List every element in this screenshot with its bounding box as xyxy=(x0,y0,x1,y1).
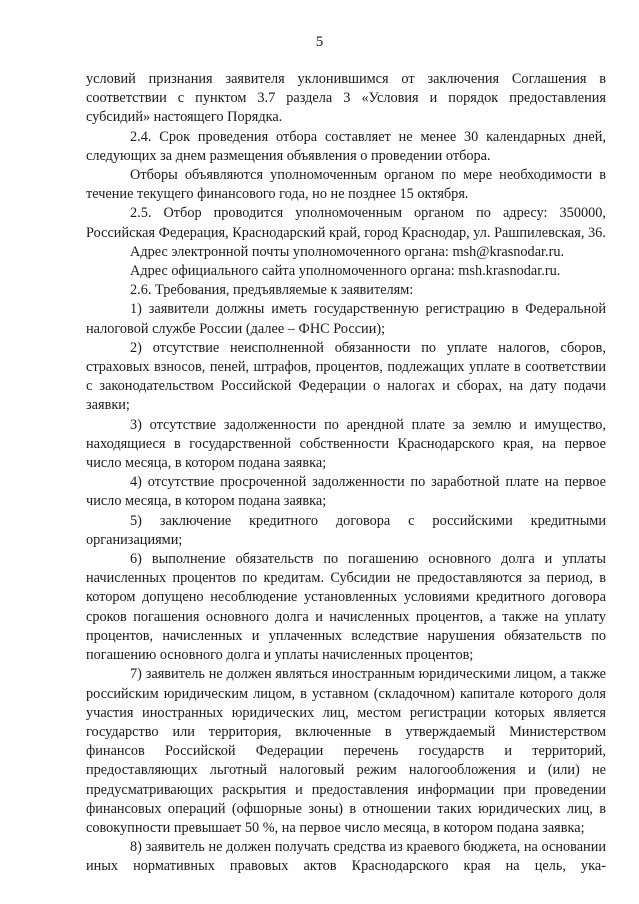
paragraph: 5) заключение кредитного договора с российскими кредитными организациями; xyxy=(86,512,606,548)
paragraph: Адрес электронной почты уполномоченного органа: msh@krasnodar.ru. xyxy=(130,243,565,260)
paragraph: 3) отсутствие задолженности по арендной плате за землю и имущество, находящиеся в государственной собственности Краснодарского края, на первое число месяца, в котором подана заявка; xyxy=(86,416,606,472)
paragraph: 4) отсутствие просроченной задолженности по заработной плате на первое число месяца, в котором подана заявка; xyxy=(86,474,606,510)
page-number: 5 xyxy=(315,34,324,50)
paragraph: Отборы объявляются уполномоченным органом по мере необходимости в течение текущего финансового года, но не позднее 15 октября. xyxy=(86,167,606,203)
paragraph: условий признания заявителя уклонившимся от заключения Соглашения в соответствии с пунктом 3.7 раздела 3 «Условия и порядок предоставления субсидий» настоящего Порядка. xyxy=(86,71,606,126)
paragraph: Адрес официального сайта уполномоченного органа: msh.krasnodar.ru. xyxy=(130,263,561,280)
document-body xyxy=(86,70,606,877)
paragraph: 7) заявитель не должен являться иностранным юридическими лицом, а также российским юридическим лицом, в уставном (складочном) капитале которого доля участия иностранных юридических лиц, местом регистрации которых является государство или территория, включенные в утверждаемый Министерством финансов Российской Федерации перечень государств и территорий, предоставляющих льготный налоговый режим налогообложения и (или) не предусматривающих раскрытия и предоставления информации при проведении финансовых операций (офшорные зоны) в отношении таких юридических лиц, в совокупности превышает 50 %, на первое число месяца, в котором подана заявка; xyxy=(86,666,606,836)
paragraph: 1) заявители должны иметь государственную регистрацию в Федеральной налоговой службе России (далее – ФНС России); xyxy=(86,301,606,337)
paragraph: 2) отсутствие неисполненной обязанности по уплате налогов, сборов, страховых взносов, пеней, штрафов, процентов, подлежащих уплате в соответствии с законодательством Российской Федерации о налогах и сборах, на дату подачи заявки; xyxy=(86,339,606,414)
paragraph: 8) заявитель не должен получать средства из краевого бюджета, на основании иных нормативных правовых актов Краснодарского края на цель, ука- xyxy=(86,839,606,875)
paragraph: 2.5. Отбор проводится уполномоченным органом по адресу: 350000, Российская Федерация, Краснодарский край, город Краснодар, ул. Рашпилевская, 36. xyxy=(86,205,606,241)
paragraph: 6) выполнение обязательств по погашению основного долга и уплаты начисленных процентов по кредитам. Субсидии не предоставляются за период, в котором допущено несоблюдение установленных условиями кредитного договора сроков погашения основного долга и начисленных процентов, а также на уплату процентов, начисленных и уплаченных вследствие нарушения обязательств по погашению основного долга и уплаты начисленных процентов; xyxy=(86,551,606,664)
paragraph: 2.6. Требования, предъявляемые к заявителям: xyxy=(130,282,414,299)
paragraph: 2.4. Срок проведения отбора составляет не менее 30 календарных дней, следующих за днем размещения объявления о проведении отбора. xyxy=(86,128,606,164)
